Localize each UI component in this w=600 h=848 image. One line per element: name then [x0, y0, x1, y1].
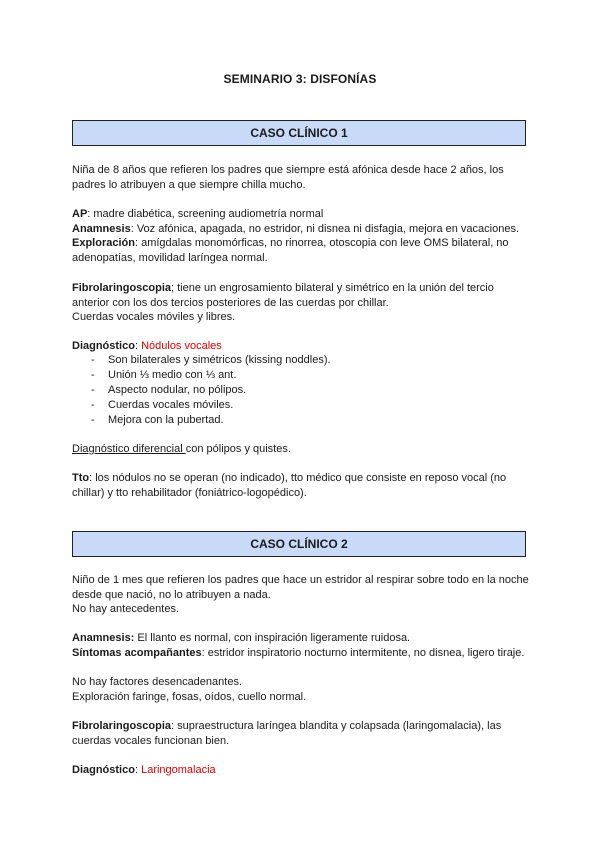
case-1-ap-label: AP	[72, 208, 88, 220]
case-1-tto-label: Tto	[72, 472, 90, 484]
case-2-diagnostico	[72, 763, 532, 778]
case-2-intro: Niño de 1 mes que refieren los padres que hace un estridor al respirar sobre todo en la noche desde que nació, no lo atribuyen a nada.	[72, 574, 529, 601]
list-item: - Cuerdas vocales móviles.	[72, 398, 532, 413]
case-1-anamnesis-label: Anamnesis	[72, 223, 131, 235]
list-item: - Unión ⅓ medio con ⅓ ant.	[72, 368, 532, 383]
case-2-anamnesis	[72, 631, 532, 646]
case-1-ap-text: : madre diabética, screening audiometría normal	[87, 208, 324, 220]
case-2-fibro-label: Fibrolaringoscopia	[72, 720, 172, 732]
case-2-diag-label: Diagnóstico	[72, 764, 135, 776]
case-2-header	[72, 531, 526, 557]
case-1-exploracion	[72, 236, 532, 266]
case-2-sintomas-label: Síntomas acompañantes	[72, 647, 202, 659]
case-1-diffdx-label: Diagnóstico diferencial	[72, 443, 186, 455]
case-1-exploracion-label: Exploración	[72, 237, 135, 249]
page-title: SEMINARIO 3: DISFONÍAS	[223, 72, 377, 86]
case-2-sintomas-text: : estridor inspiratorio nocturno intermitente, no disnea, ligero tiraje.	[201, 647, 525, 659]
case-1-header	[72, 120, 526, 146]
case-1-ap	[72, 207, 532, 222]
case-1-fibro-label: Fibrolaringoscopia	[72, 282, 172, 294]
case-1-diffdx-text: con pólipos y quistes.	[185, 443, 291, 455]
case-1-diff-diagnosis	[72, 442, 532, 457]
case-1-anamnesis	[72, 222, 532, 237]
list-item: - Aspecto nodular, no pólipos.	[72, 383, 532, 398]
case-1-diagnostico	[72, 339, 532, 354]
list-item: - Son bilaterales y simétricos (kissing noddles).	[72, 353, 532, 368]
case-2-sintomas	[72, 646, 532, 661]
case-1-header-text: CASO CLÍNICO 1	[250, 126, 348, 140]
case-1-intro: Niña de 8 años que refieren los padres que siempre está afónica desde hace 2 años, los padres lo atribuyen a que siempre chilla mucho.	[72, 164, 504, 191]
case-2-fibrolaringoscopia	[72, 719, 532, 749]
case-2-diag-sep: :	[134, 764, 142, 776]
case-1-diag-sep: :	[134, 340, 142, 352]
case-1-tto	[72, 471, 532, 501]
case-2-fibro-text: : supraestructura laríngea blandita y colapsada (laringomalacia), las cuerdas vocales funcionan bien.	[72, 720, 502, 747]
case-1-fibro-text: ; tiene un engrosamiento bilateral y simétrico en la unión del tercio anterior con los dos tercios posteriores de las cuerdas por chillar.	[72, 282, 494, 309]
case-1-diag-value: Nódulos vocales	[141, 340, 222, 352]
list-item: - Mejora con la pubertad.	[72, 413, 532, 428]
case-1-exploracion-text: : amígdalas monomórficas, no rinorrea, otoscopia con leve OMS bilateral, no adenopatías, movilidad laríngea normal.	[72, 237, 509, 264]
case-2-diag-value: Laringomalacia	[141, 764, 216, 776]
case-1-diag-list	[72, 353, 532, 428]
case-2-intro-line2: No hay antecedentes.	[72, 603, 180, 615]
case-1-anamnesis-text: : Voz afónica, apagada, no estridor, ni disnea ni disfagia, mejora en vacaciones.	[130, 223, 520, 235]
case-2-anamnesis-text: El llanto es normal, con inspiración ligeramente ruidosa.	[134, 632, 411, 644]
case-2-exploracion: Exploración faringe, fosas, oídos, cuello normal.	[72, 691, 307, 703]
case-1-tto-text: : los nódulos no se operan (no indicado), tto médico que consiste en reposo vocal (no chillar) y tto rehabilitador (foniátrico-logopédico).	[72, 472, 507, 499]
case-2-factores: No hay factores desencadenantes.	[72, 676, 243, 688]
case-2-anamnesis-label: Anamnesis:	[72, 632, 135, 644]
case-1-fibro-line2: Cuerdas vocales móviles y libres.	[72, 311, 236, 323]
case-2-header-text: CASO CLÍNICO 2	[250, 537, 348, 551]
case-1-fibrolaringoscopia	[72, 281, 532, 311]
case-1-diag-label: Diagnóstico	[72, 340, 135, 352]
